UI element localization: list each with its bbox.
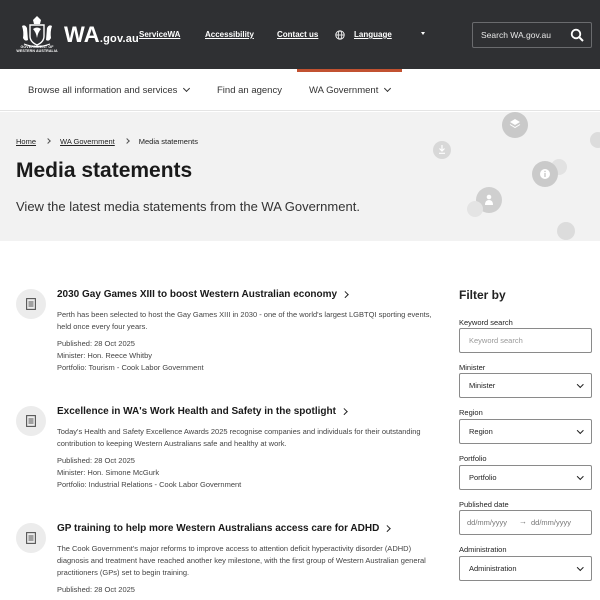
nav-browse-all-label: Browse all information and services [28,85,178,96]
site-search-input[interactable] [472,22,592,48]
document-icon [26,532,36,544]
breadcrumb-home[interactable]: Home [16,137,37,146]
media-statement-title: 2030 Gay Games XIII to boost Western Australian economy [57,289,338,300]
keyword-search-input[interactable] [459,328,592,353]
administration-select[interactable] [459,556,592,581]
servicewa-link[interactable]: ServiceWA [139,30,181,39]
chevron-right-icon [384,525,390,531]
media-statement-item [16,406,441,506]
chevron-down-icon [183,85,190,92]
site-search-placeholder: Search WA.gov.au [481,30,551,40]
document-icon [26,298,36,310]
chevron-down-icon [577,381,583,387]
portfolio-select[interactable] [459,465,592,490]
globe-icon [335,30,345,40]
media-statement-item [16,289,441,389]
date-from-input[interactable]: dd/mm/yyyy [467,518,508,527]
date-to-input[interactable]: dd/mm/yyyy [531,518,572,527]
administration-select-value: Administration [469,564,517,573]
contact-us-link[interactable]: Contact us [277,30,319,39]
info-icon [539,168,551,180]
logo-suffix: .gov.au [99,33,139,45]
language-caret-icon[interactable] [421,32,425,35]
keyword-search-label: Keyword search [459,318,513,327]
media-statement-title: Excellence in WA's Work Health and Safety in the spotlight [57,406,336,417]
published-date-label: Published date [459,500,509,509]
media-statement-portfolio: Portfolio: Industrial Relations - Cook Labor Government [57,480,242,489]
site-logo[interactable] [64,22,139,48]
site-header [0,0,600,69]
administration-label: Administration [459,545,507,554]
nav-find-agency-label: Find an agency [217,85,282,96]
accessibility-link[interactable]: Accessibility [205,30,254,39]
filter-heading: Filter by [459,288,506,302]
breadcrumb-current: Media statements [138,137,198,146]
region-select[interactable] [459,419,592,444]
person-icon [484,194,494,206]
media-statement-title-link[interactable] [57,289,348,300]
media-statement-portfolio: Portfolio: Tourism - Cook Labor Government [57,363,204,372]
minister-label: Minister [459,363,486,372]
region-label: Region [459,408,483,417]
chevron-right-icon [341,408,347,414]
logo-main: WA [64,22,100,47]
page-hero [0,112,600,241]
keyword-search-placeholder: Keyword search [469,336,523,345]
breadcrumb [16,137,198,146]
minister-select-value: Minister [469,381,496,390]
chevron-right-icon [124,138,130,144]
document-icon-badge [16,523,46,553]
media-statement-minister: Minister: Hon. Simone McGurk [57,468,160,477]
nav-find-agency[interactable] [217,85,282,96]
chevron-down-icon [577,564,583,570]
media-statement-title: GP training to help more Western Australians access care for ADHD [57,523,380,534]
media-statement-published: Published: 28 Oct 2025 [57,456,135,465]
page-title: Media statements [16,159,193,182]
search-icon[interactable] [570,28,584,42]
nav-wa-government-label: WA Government [309,85,379,96]
crest-caption: GOVERNMENT OF WESTERN AUSTRALIA [16,45,58,53]
document-icon [26,415,36,427]
portfolio-select-value: Portfolio [469,473,497,482]
media-statement-summary: The Cook Government's major reforms to improve access to attention deficit hyperactivity disorder (ADHD) diagnosis and treatment have reached another key milestone, with the first group of Western Australian general practitioners (GPs) set to begin training. [57,544,426,577]
nav-browse-all[interactable] [28,85,189,96]
nav-wa-government[interactable] [309,85,390,96]
media-statement-summary: Perth has been selected to host the Gay Games XIII in 2030 - one of the world's largest LGBTQI sporting events, held once every four years. [57,310,432,331]
media-statement-summary: Today's Health and Safety Excellence Awards 2025 recognise companies and individuals for their outstanding contribution to keeping Western Australians safe and healthy at work. [57,427,421,448]
chevron-down-icon [384,85,391,92]
media-statement-published: Published: 28 Oct 2025 [57,585,135,594]
media-statement-title-link[interactable] [57,523,390,534]
media-statement-published: Published: 28 Oct 2025 [57,339,135,348]
page-intro: View the latest media statements from the WA Government. [16,199,360,214]
chevron-down-icon [577,427,583,433]
main-nav [0,69,600,111]
decorative-bubble [557,222,575,240]
layers-icon [509,118,521,130]
nav-active-indicator [297,69,402,72]
breadcrumb-wa-government[interactable]: WA Government [60,137,115,146]
chevron-right-icon [45,138,51,144]
minister-select[interactable] [459,373,592,398]
download-icon [438,145,446,154]
chevron-down-icon [577,473,583,479]
media-statement-minister: Minister: Hon. Reece Whitby [57,351,153,360]
decorative-bubble [590,132,600,148]
document-icon-badge [16,289,46,319]
media-statement-item [16,523,441,600]
document-icon-badge [16,406,46,436]
published-date-range [459,510,592,535]
arrow-right-icon: → [519,517,527,526]
portfolio-label: Portfolio [459,454,487,463]
chevron-right-icon [342,291,348,297]
media-statement-title-link[interactable] [57,406,346,417]
decorative-bubble [467,201,483,217]
region-select-value: Region [469,427,493,436]
language-selector[interactable]: Language [354,30,392,39]
